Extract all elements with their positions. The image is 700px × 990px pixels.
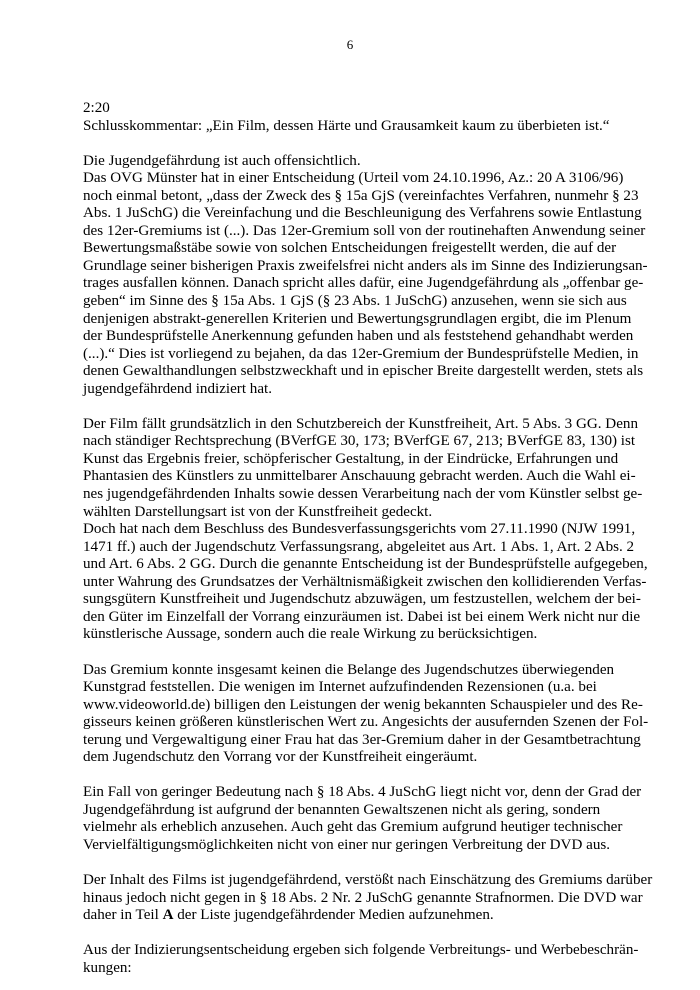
text-fragment: der Liste jugendgefährdender Medien aufzunehmen. [173, 907, 494, 924]
text-line: (...).“ Dies ist vorliegend zu bejahen, da das 12er-Gremium der Bundesprüfstelle Medien, in [83, 345, 639, 362]
text-line: Kunst das Ergebnis freier, schöpferischer Gestaltung, in der Eindrücke, Erfahrungen und [83, 450, 619, 467]
text-line: Bewertungsmaßstäbe sowie von solchen Entscheidungen freigestellt werden, die auf der [83, 240, 617, 257]
spacer [83, 398, 613, 416]
text-line: Die Jugendgefährdung ist auch offensichtlich. [83, 152, 361, 169]
paragraph-conclusion [83, 872, 653, 925]
text-line: www.videoworld.de) billigen den Leistungen der wenig bekannten Schauspieler und des Re- [83, 696, 643, 713]
text-line: Aus der Indizierungsentscheidung ergeben sich folgende Verbreitungs- und Werbebeschrän- [83, 942, 639, 959]
text-line: hinaus jedoch nicht gegen in § 18 Abs. 2 Nr. 2 JuSchG genannte Strafnormen. Die DVD war [83, 889, 643, 906]
paragraph-minor-significance [83, 784, 642, 854]
text-line: Jugendgefährdung ist aufgrund der benannten Gewaltszenen nicht als gering, sondern [83, 801, 601, 818]
text-line: künstlerische Aussage, sondern auch die reale Wirkung zu berücksichtigen. [83, 626, 538, 643]
paragraph-art-freedom [83, 415, 648, 644]
text-line: noch einmal betont, „dass der Zweck des § 15a GjS (vereinfachtes Verfahren, nunmehr § 23 [83, 187, 639, 204]
closing-comment: Schlusskommentar: „Ein Film, dessen Härte und Grausamkeit kaum zu überbieten ist.“ [83, 117, 610, 134]
text-line: denen Gewalthandlungen selbstzweckhaft und in epischer Breite dargestellt werden, stets als [83, 363, 644, 380]
text-line: des 12er-Gremiums ist (...). Das 12er-Gremium soll von der routinehaften Anwendung seiner [83, 222, 646, 239]
rating-label: 2:20 [83, 100, 110, 116]
text-fragment: daher in Teil [83, 907, 163, 924]
text-line: Abs. 1 JuSchG) die Vereinfachung und die Beschleunigung des Verfahrens sowie Entlastung [83, 205, 642, 222]
text-line: Vervielfältigungsmöglichkeiten nicht von einer nur geringen Verbreitung der DVD aus. [83, 836, 611, 853]
text-line: trages ausfallen können. Danach spricht alles dafür, eine Jugendgefährdung als „offenbar ge- [83, 275, 644, 292]
spacer [83, 855, 613, 873]
text-line: gisseurs keinen größeren künstlerischen Wert zu. Angesichts der ausufernden Szenen der Fol- [83, 714, 649, 731]
spacer [83, 925, 613, 943]
paragraph-art-assessment [83, 661, 649, 767]
paragraph-restrictions [83, 942, 639, 977]
text-line: Kunstgrad feststellen. Die wenigen im Internet aufzufindenden Rezensionen (u.a. bei [83, 679, 597, 696]
text-line: denjenigen abstrakt-generellen Kriterien und Bewertungsgrundlagen ergibt, die im Plenum [83, 310, 632, 327]
text-line: geben“ im Sinne des § 15a Abs. 1 GjS (§ 23 Abs. 1 JuSchG) anzusehen, wenn sie sich aus [83, 293, 627, 310]
text-line: sungsgütern Kunstfreiheit und Jugendschutz abzuwägen, um festzustellen, welchem der bei- [83, 591, 641, 608]
spacer [83, 135, 613, 153]
document-body [83, 100, 653, 977]
text-line: nach ständiger Rechtsprechung (BVerfGE 30, 173; BVerfGE 67, 213; BVerfGE 83, 130) ist [83, 433, 636, 450]
text-line: Ein Fall von geringer Bedeutung nach § 18 Abs. 4 JuSchG liegt nicht vor, denn der Grad der [83, 784, 642, 801]
text-line: jugendgefährdend indiziert hat. [83, 380, 273, 397]
list-part-letter: A [162, 907, 174, 924]
text-line: den Güter im Einzelfall der Vorrang einzuräumen ist. Dabei ist bei einem Werk nicht nur die [83, 608, 641, 625]
text-line: Der Inhalt des Films ist jugendgefährdend, verstößt nach Einschätzung des Gremiums darüber [83, 872, 653, 889]
text-line: nes jugendgefährdenden Inhalts sowie dessen Verarbeitung nach der vom Künstler selbst ge- [83, 486, 643, 503]
spacer [83, 644, 613, 662]
rating-section [83, 100, 613, 135]
text-line: und Art. 6 Abs. 2 GG. Durch die genannte Entscheidung ist der Bundesprüfstelle aufgegeben, [83, 556, 648, 573]
text-line: Das OVG Münster hat in einer Entscheidung (Urteil vom 24.10.1996, Az.: 20 A 3106/96) [83, 170, 624, 187]
text-line: terung und Vergewaltigung einer Frau hat das 3er-Gremium daher in der Gesamtbetrachtung [83, 731, 641, 748]
text-line: der Bundesprüfstelle Anerkennung gefunden haben und als feststehend gehandhabt werden [83, 328, 634, 345]
text-line: wählten Darstellungsart ist von der Kunstfreiheit gedeckt. [83, 503, 433, 520]
text-line: Doch hat nach dem Beschluss des Bundesverfassungsgerichts vom 27.11.1990 (NJW 1991, [83, 521, 636, 538]
page-number: 6 [346, 37, 354, 52]
text-line: vielmehr als erheblich anzusehen. Auch geht das Gremium aufgrund heutiger technischer [83, 819, 623, 836]
text-line: Der Film fällt grundsätzlich in den Schutzbereich der Kunstfreiheit, Art. 5 Abs. 3 GG. Denn [83, 415, 638, 432]
text-line: Grundlage seiner bisherigen Praxis zweifelsfrei nicht anders als im Sinne des Indizierungsan- [83, 257, 648, 274]
text-line: kungen: [83, 959, 132, 976]
list-part-sentence [83, 907, 613, 925]
text-line: Das Gremium konnte insgesamt keinen die Belange des Jugendschutzes überwiegenden [83, 661, 615, 678]
text-line: Phantasien des Künstlers zu unmittelbarer Anschauung gebracht werden. Auch die Wahl ei- [83, 468, 636, 485]
text-line: unter Wahrung des Grundsatzes der Verhältnismäßigkeit zwischen den kollidierenden Verfas- [83, 573, 647, 590]
spacer [83, 767, 613, 785]
text-line: 1471 ff.) auch der Jugendschutz Verfassungsrang, abgeleitet aus Art. 1 Abs. 1, Art. 2 Abs. 2 [83, 538, 635, 555]
text-line: dem Jugendschutz den Vorrang vor der Kunstfreiheit eingeräumt. [83, 749, 478, 766]
paragraph-youth-endangerment [83, 152, 648, 399]
